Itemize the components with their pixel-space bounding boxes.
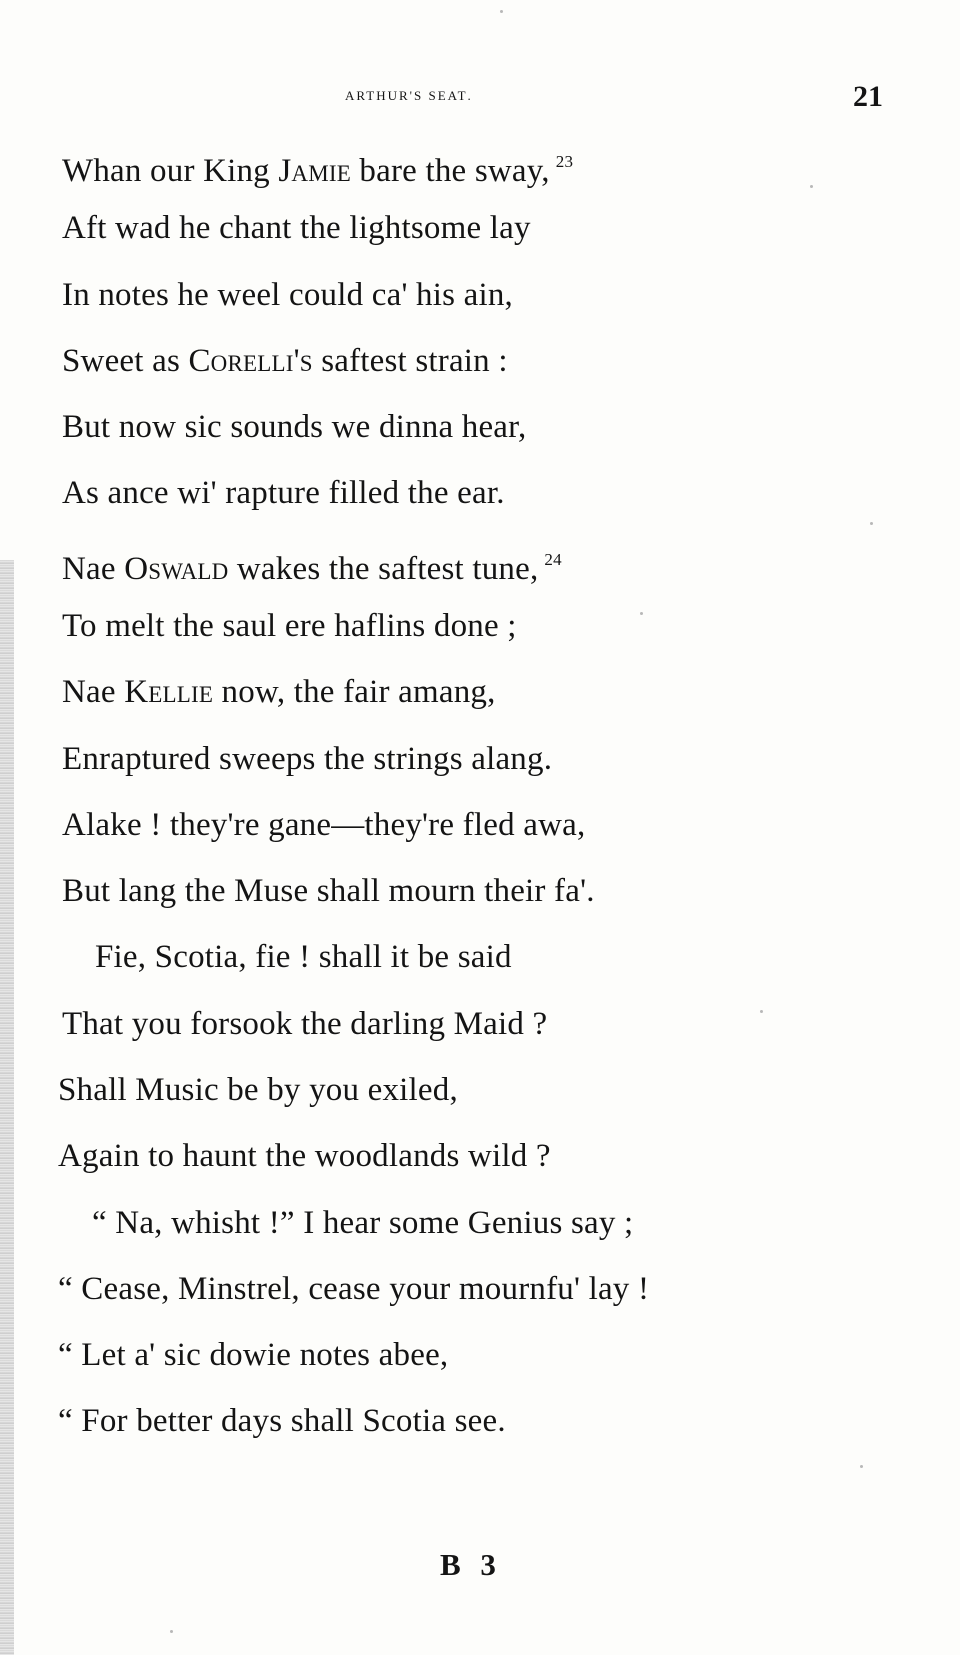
verse-line: To melt the saul ere haflins done ; — [62, 608, 517, 644]
name-small-caps: Oswald — [124, 551, 229, 587]
verse-line: Nae Oswald wakes the saftest tune, $^{24}$ — [62, 550, 562, 587]
verse-line: Shall Music be by you exiled, — [58, 1072, 458, 1108]
verse-line: Aft wad he chant the lightsome lay — [62, 210, 531, 246]
name-small-caps: Corelli's — [188, 343, 313, 379]
verse-line: “ Cease, Minstrel, cease your mournfu' lay ! — [58, 1271, 650, 1307]
verse-line: “ For better days shall Scotia see. — [58, 1403, 506, 1439]
scan-speck — [860, 1465, 863, 1468]
verse-line: But lang the Muse shall mourn their fa'. — [62, 873, 595, 909]
verse-line: But now sic sounds we dinna hear, — [62, 409, 527, 445]
scan-speck — [870, 522, 873, 525]
verse-line: Again to haunt the woodlands wild ? — [58, 1138, 551, 1174]
page-gutter-edge — [0, 560, 14, 1655]
footnote-reference: 23 — [555, 152, 574, 171]
scan-speck — [810, 185, 813, 188]
running-title: arthur's seat. — [345, 84, 473, 105]
scan-speck — [640, 612, 643, 615]
page-header — [0, 80, 960, 120]
verse-line: Enraptured sweeps the strings alang. — [62, 741, 553, 777]
verse-line: Nae Kellie now, the fair amang, — [62, 674, 496, 710]
verse-line: Alake ! they're gane—they're fled awa, — [62, 807, 586, 843]
verse-line: That you forsook the darling Maid ? — [62, 1006, 548, 1042]
scan-speck — [760, 1010, 763, 1013]
verse-line: Fie, Scotia, fie ! shall it be said — [95, 939, 512, 975]
signature-mark: B 3 — [440, 1547, 502, 1582]
name-small-caps: Kellie — [124, 674, 214, 710]
verse-line: Sweet as Corelli's saftest strain : — [62, 343, 508, 379]
verse-line: “ Let a' sic dowie notes abee, — [58, 1337, 449, 1373]
footnote-reference: 24 — [544, 550, 562, 569]
scan-speck — [170, 1630, 173, 1633]
name-small-caps: Jamie — [278, 153, 351, 189]
verse-line: As ance wi' rapture filled the ear. — [62, 475, 505, 511]
verse-line: “ Na, whisht !” I hear some Genius say ; — [92, 1205, 634, 1241]
verse-line: In notes he weel could ca' his ain, — [62, 277, 513, 313]
verse-line: Whan our King Jamie bare the sway, $^{23}$ — [62, 152, 574, 189]
scan-speck — [500, 10, 503, 13]
page-number: 21 — [853, 80, 883, 113]
